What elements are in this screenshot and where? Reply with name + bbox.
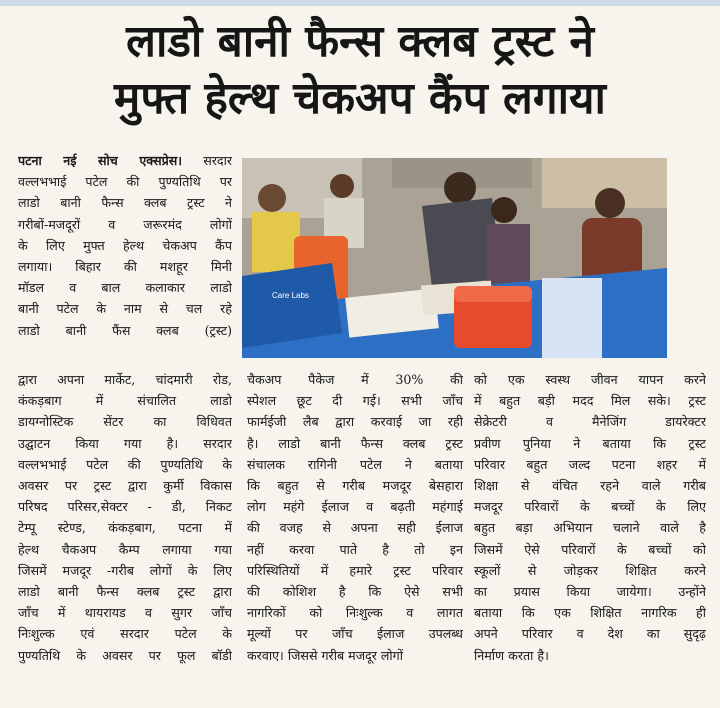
text-line: परिस्थितियों में हमारे ट्रस्ट परिवार: [247, 562, 463, 578]
text-line: की कोशिश है कि ऐसे सभी: [247, 584, 463, 600]
text-line: है। लाडो बानी फैन्स क्लब ट्रस्ट: [247, 435, 463, 451]
text-line: द्वारा अपना मार्केट, चांदमारी रोड,: [18, 372, 232, 387]
text-line: अपने परिवार व देश का सुदृढ़: [474, 626, 706, 642]
text-line: स्कूलों से जोड़कर शिक्षित करने: [474, 562, 706, 578]
article-column-3: [474, 369, 706, 666]
text-line: मूल्यों पर जाँच ईलाज उपलब्ध: [247, 626, 463, 642]
text-line: पुण्यतिथि के अवसर पर फूल बॉडी: [18, 647, 232, 663]
text-line: गरीबों-मजदूरों व जरूरमंद लोगों: [18, 216, 232, 232]
text-line: फार्मईजी लैब द्वारा करवाई जा रही: [247, 414, 463, 430]
text-line: करवाए। जिससे गरीब मजदूर लोगों: [247, 647, 404, 663]
text-line: संचालक रागिनी पटेल ने बताया: [247, 456, 463, 472]
text-line: कि बहुत से गरीब मजदूर बेसहारा: [247, 478, 463, 494]
banner: [242, 263, 342, 348]
text-line: वल्लभभाई पटेल की पुण्यतिथि पर: [18, 174, 232, 190]
text-line: वल्लभभाई पटेल की पुण्यतिथि के: [18, 456, 232, 472]
article-column-1-bottom: [18, 369, 232, 666]
text-line: लाडो बानी फैंस क्लब (ट्रस्ट): [18, 322, 232, 338]
banner-text: Care Labs: [272, 291, 309, 300]
text-line: को एक स्वस्थ जीवन यापन करने: [474, 372, 706, 387]
text-line: बानी पटेल के नाम से चल रहे: [18, 301, 232, 317]
article-column-1-top: [18, 150, 232, 341]
text-line: बहुत बड़ा अभियान चलाने वाले है: [474, 520, 706, 536]
text-line: परिवार बहुत जल्द पटना शहर में: [474, 456, 706, 472]
text-line: डायग्नोस्टिक सेंटर का विधिवत: [18, 414, 232, 430]
text-line: सेक्रेटरी व मैनेजिंग डायरेक्टर: [474, 414, 706, 430]
text-line: लाडो बानी फैन्स क्लब ट्रस्ट द्वारा: [18, 584, 232, 600]
text-line: बताया कि एक शिक्षित नागरिक ही: [474, 605, 706, 621]
text-line: प्रवीण पुनिया ने बताया कि ट्रस्ट: [474, 435, 706, 451]
text-line: मजदूर परिवारों के बच्चों के लिए: [474, 499, 706, 515]
health-camp-photo: [242, 158, 667, 358]
text-line: मॉडल व बाल कलाकार लाडो: [18, 280, 232, 296]
text-line: लाडो बानी फैन्स क्लब ट्रस्ट ने: [18, 195, 232, 211]
text-line: सरदार: [203, 153, 232, 168]
text-line: लगाया। बिहार की मशहूर मिनी: [18, 259, 232, 275]
text-line: निर्माण करता है।: [474, 647, 549, 663]
text-line: नहीं करवा पाते है तो इन: [247, 541, 463, 557]
text-line: कंकड़बाग में संचालित लाडो: [18, 393, 232, 409]
text-line: स्पेशल छूट दी गई। सभी जाँच: [247, 393, 463, 409]
text-line: परिषद परिसर,सेक्टर - डी, निकट: [18, 499, 232, 515]
text-line: अवसर पर ट्रस्ट द्वारा कुर्मी विकास: [18, 478, 232, 494]
text-line: हेल्थ चैकअप कैम्प लगाया गया: [18, 541, 232, 557]
article-column-2: [247, 369, 463, 666]
text-line: चैकअप पैकेज में 30% की: [247, 372, 463, 387]
dateline: पटना नई सोच एक्सप्रेस।: [18, 153, 183, 168]
headline: [0, 14, 720, 128]
text-line: उद्घाटन किया गया है। सरदार: [18, 435, 232, 451]
top-strip: [0, 0, 720, 6]
text-line: टेम्पू स्टेण्ड, कंकड़बाग, पटना में: [18, 520, 232, 536]
text-line: की वजह से अपना सही ईलाज: [247, 520, 463, 536]
text-line: के लिए मुफ्त हेल्थ चेकअप कैंप: [18, 237, 232, 253]
text-line: जिसमें ऐसे परिवारों के बच्चों को: [474, 541, 706, 557]
text-line: लोग महंगे ईलाज व बढ़ती महंगाई: [247, 499, 463, 515]
text-line: जाँच में थायरायड व सुगर जाँच: [18, 605, 232, 621]
text-line: का प्रयास किया जायेगा। उन्होंने: [474, 584, 706, 600]
text-line: जिसमें मजदूर -गरीब लोगों के लिए: [18, 562, 232, 578]
news-photo: [242, 158, 667, 358]
text-line: में बहुत बड़ी मदद मिल सके। ट्रस्ट: [474, 393, 706, 409]
text-line: निःशुल्क एवं सरदार पटेल के: [18, 626, 232, 642]
headline-line-2: मुफ्त हेल्थ चेकअप कैंप लगाया: [114, 73, 606, 124]
text-line: नागरिकों को निःशुल्क व लागत: [247, 605, 463, 621]
headline-line-1: लाडो बानी फैन्स क्लब ट्रस्ट ने: [126, 16, 594, 67]
text-line: शिक्षा से वंचित रहने वाले गरीब: [474, 478, 706, 494]
